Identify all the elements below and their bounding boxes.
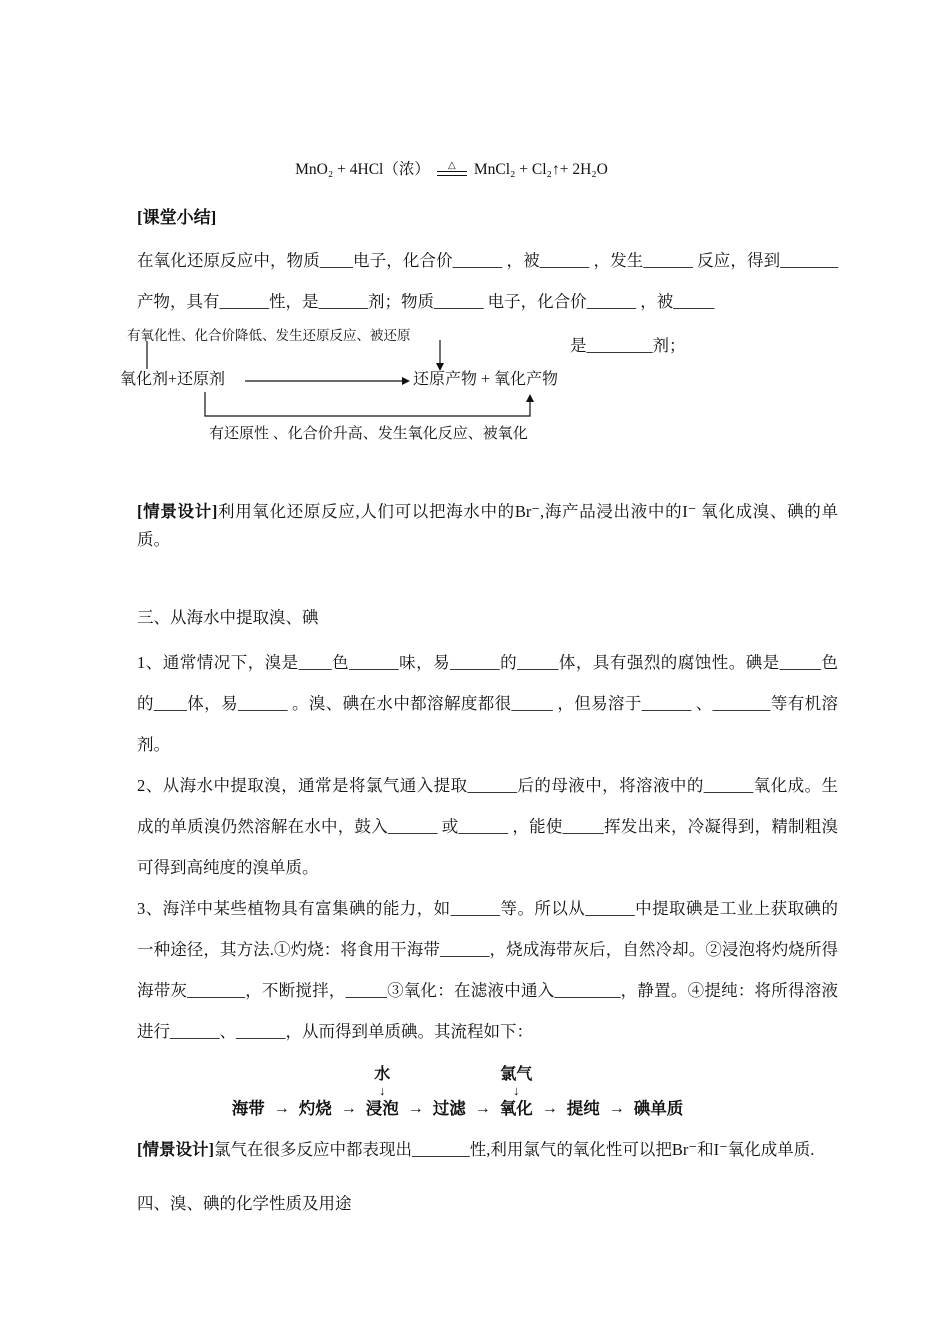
equation-condition bbox=[437, 161, 467, 176]
scenario-2-text: 氯气在很多反应中都表现出_______性,利用氯气的氧化性可以把Br⁻和I⁻氧化成单质. bbox=[214, 1140, 815, 1159]
down-arrow-icon: ↓ bbox=[513, 1083, 520, 1098]
summary-heading: [课堂小结] bbox=[137, 208, 217, 227]
flow-step-oxidize: 氯气 ↓ 氧化 bbox=[499, 1066, 533, 1118]
diagram-products: 还原产物 + 氧化产物 bbox=[413, 371, 559, 388]
section-3-paragraph-2: 2、从海水中提取溴，通常是将氯气通入提取______后的母液中，将溶液中的______氧化成。生成的单质溴仍然溶解在水中，鼓入______ 或______ ，能使_____挥发出来，冷凝得到，精制粗溴可得到高纯度的溴单质。 bbox=[137, 776, 838, 877]
flow-arrow: → bbox=[541, 1100, 558, 1117]
scenario-2-tag: [情景设计] bbox=[137, 1140, 214, 1159]
flow-step-iodine: 碘单质 bbox=[633, 1099, 684, 1118]
double-equals-line bbox=[437, 171, 467, 176]
flow-arrow: → bbox=[474, 1100, 491, 1117]
flow-arrow: → bbox=[608, 1100, 625, 1117]
section-4-title: 四、溴、碘的化学性质及用途 bbox=[137, 1194, 352, 1213]
delta-symbol: △ bbox=[447, 159, 456, 171]
section-3-title: 三、从海水中提取溴、碘 bbox=[137, 608, 319, 627]
summary-tail-text: 是________剂； bbox=[570, 336, 686, 355]
summary-paragraph: 在氧化还原反应中，物质____电子，化合价______ ，被______ ，发生______ 反应，得到_______产物，具有______性，是______剂；物质______ 电子，化合价______ ，被_____ bbox=[137, 251, 838, 311]
flow-step-burn: 灼烧 bbox=[298, 1099, 332, 1118]
diagram-bottom-label: 有还原性 、化合价升高、发生氧化反应、被氧化 bbox=[209, 426, 528, 442]
diagram-top-label: 有氧化性、化合价降低、发生还原反应、被还原 bbox=[127, 328, 411, 343]
redox-diagram bbox=[120, 324, 838, 452]
flow-input-chlorine: 氯气 bbox=[500, 1066, 533, 1083]
flow-step-filter: 过滤 bbox=[432, 1099, 466, 1118]
flow-arrow: → bbox=[340, 1100, 357, 1117]
flow-arrow: → bbox=[407, 1100, 424, 1117]
flow-arrow: → bbox=[273, 1100, 290, 1117]
down-arrow-icon: ↓ bbox=[379, 1083, 386, 1098]
diagram-reactants: 氧化剂+还原剂 bbox=[120, 371, 226, 388]
scenario-1-tag: [情景设计] bbox=[137, 502, 218, 521]
section-3-paragraph-1: 1、通常情况下，溴是____色______味，易______的_____体，具有强烈的腐蚀性。碘是_____色的____体，易______ 。溴、碘在水中都溶解度都很_____ ，但易溶于______ 、_______等有机溶剂。 bbox=[137, 653, 838, 754]
chemical-equation bbox=[101, 157, 802, 179]
scenario-design-1 bbox=[137, 498, 838, 554]
flow-step-soak: 水 ↓ 浸泡 bbox=[365, 1066, 399, 1118]
equation-right: MnCl₂ + Cl₂↑+ 2H₂O bbox=[473, 161, 608, 178]
scenario-1-text: 利用氧化还原反应,人们可以把海水中的Br⁻,海产品浸出液中的I⁻ 氧化成溴、碘的单质。 bbox=[137, 502, 838, 549]
equation-left: MnO₂ + 4HCl（浓） bbox=[295, 161, 430, 178]
section-3-paragraph-3: 3、海洋中某些植物具有富集碘的能力，如______等。所以从______中提取碘是工业上获取碘的一种途径，其方法.①灼烧：将食用干海带______，烧成海带灰后，自然冷却。②浸泡将灼烧所得海带灰_______，不断搅拌，_____③氧化：在滤液中通入________，静置。④提纯：将所得溶液进行______、______，从而得到单质碘。其流程如下： bbox=[137, 899, 838, 1041]
flow-input-water: 水 bbox=[374, 1066, 391, 1083]
flow-step-purify: 提纯 bbox=[566, 1099, 600, 1118]
iodine-extraction-flowchart bbox=[107, 1066, 808, 1120]
flow-step-kelp: 海带 bbox=[231, 1099, 265, 1118]
scenario-design-2 bbox=[137, 1132, 838, 1168]
